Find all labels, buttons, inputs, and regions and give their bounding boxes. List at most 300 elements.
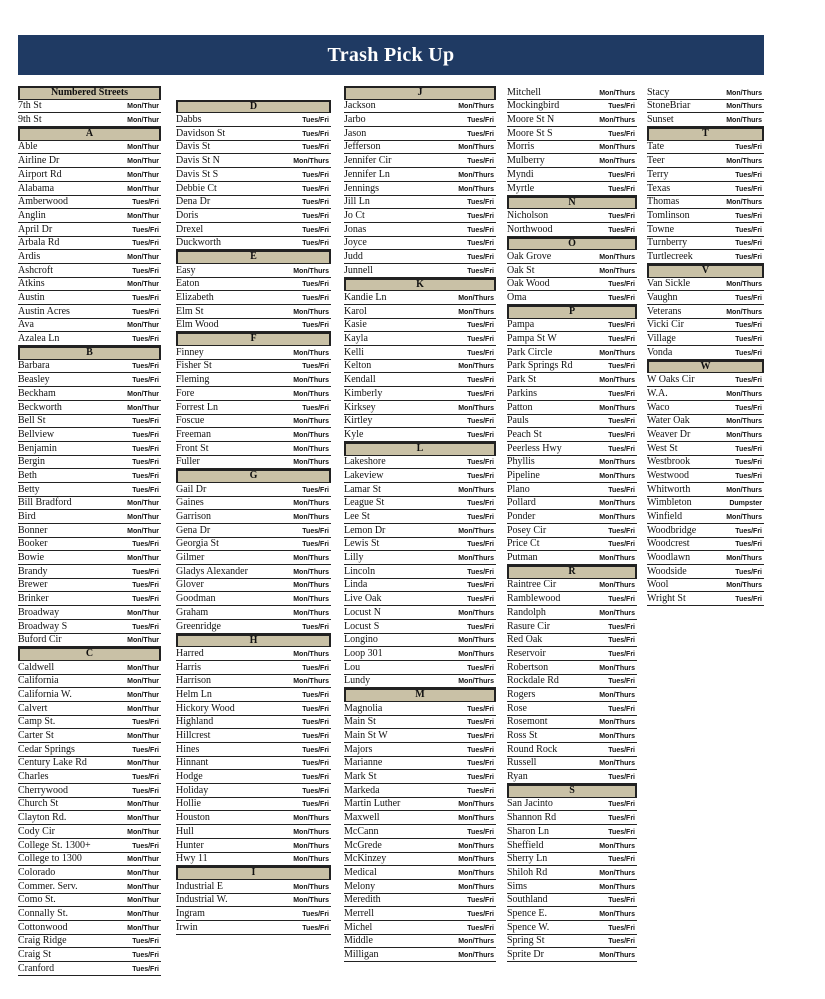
street-row [507, 168, 637, 182]
pickup-days: Mon/Thurs [726, 555, 762, 563]
section-header: A [18, 127, 161, 141]
street-name: Lamar St [344, 483, 381, 495]
pickup-days: Tues/Fri [735, 459, 762, 467]
pickup-days: Mon/Thurs [458, 171, 494, 179]
street-name: Jennifer Ln [344, 168, 390, 180]
pickup-days: Mon/Thurs [599, 582, 635, 590]
street-row [344, 415, 496, 429]
street-name: Medical [344, 866, 377, 878]
street-row [18, 497, 161, 511]
street-row [176, 606, 331, 620]
street-name: Davidson St [176, 127, 226, 139]
street-row [18, 387, 161, 401]
pickup-days: Tues/Fri [302, 171, 329, 179]
pickup-days: Tues/Fri [132, 267, 159, 275]
street-name: Lincoln [344, 565, 376, 577]
street-row [176, 880, 331, 894]
street-row [507, 332, 637, 346]
street-row [507, 154, 637, 168]
section-header: K [344, 278, 496, 292]
street-row [507, 620, 637, 634]
pickup-days: Mon/Thurs [458, 856, 494, 864]
street-row [344, 811, 496, 825]
street-name: Waco [647, 401, 670, 413]
street-row [18, 469, 161, 483]
street-name: Loop 301 [344, 647, 383, 659]
street-row [176, 319, 331, 333]
street-row [18, 510, 161, 524]
street-row [507, 675, 637, 689]
street-row [647, 182, 764, 196]
pickup-days: Tues/Fri [467, 390, 494, 398]
street-name: Westwood [647, 469, 689, 481]
street-name: Rockdale Rd [507, 675, 559, 687]
street-row [176, 647, 331, 661]
pickup-days: Mon/Thur [127, 637, 159, 645]
street-row [18, 182, 161, 196]
street-name: San Jacinto [507, 798, 553, 810]
pickup-days: Mon/Thur [127, 555, 159, 563]
street-row [176, 291, 331, 305]
street-row [18, 305, 161, 319]
street-name: Fore [176, 387, 195, 399]
street-name: Stacy [647, 86, 670, 98]
street-row [18, 483, 161, 497]
street-row [18, 442, 161, 456]
street-row [344, 907, 496, 921]
street-row [18, 675, 161, 689]
street-row [18, 332, 161, 346]
pickup-days: Dumpster [729, 500, 762, 508]
street-name: Junnell [344, 264, 373, 276]
street-row [176, 278, 331, 292]
street-name: Garrison [176, 511, 211, 522]
street-row [344, 510, 496, 524]
street-name: Texas [647, 182, 671, 194]
pickup-days: Mon/Thurs [599, 267, 635, 275]
street-row [647, 442, 764, 456]
street-row [176, 524, 331, 538]
pickup-days: Tues/Fri [735, 404, 762, 412]
section-header: H [176, 634, 331, 648]
street-name: Spence W. [507, 921, 550, 933]
street-name: Georgia St [176, 538, 219, 550]
street-name: Bellview [18, 428, 55, 440]
pickup-days: Tues/Fri [608, 130, 635, 138]
pickup-days: Mon/Thurs [293, 445, 329, 453]
street-name: Brandy [18, 565, 48, 577]
street-name: McGrede [344, 839, 382, 851]
street-name: College to 1300 [18, 853, 82, 865]
street-row [344, 894, 496, 908]
street-name: Beasley [18, 374, 50, 386]
street-row [176, 620, 331, 634]
street-name: McCann [344, 825, 379, 837]
street-name: Melony [344, 880, 376, 892]
pickup-days: Mon/Thur [127, 144, 159, 152]
street-row [344, 223, 496, 237]
street-row [507, 319, 637, 333]
street-name: Kasie [344, 319, 367, 331]
pickup-days: Tues/Fri [132, 240, 159, 248]
street-name: Gladys Alexander [176, 565, 248, 577]
street-row [507, 428, 637, 442]
pickup-days: Tues/Fri [735, 349, 762, 357]
pickup-days: Tues/Fri [467, 459, 494, 467]
street-row [176, 551, 331, 565]
street-name: Atkins [18, 278, 45, 290]
street-row [344, 853, 496, 867]
street-row [18, 729, 161, 743]
pickup-days: Tues/Fri [132, 199, 159, 207]
street-row [507, 880, 637, 894]
street-row [176, 921, 331, 935]
section-header: V [647, 264, 764, 278]
street-name: Nicholson [507, 209, 549, 221]
street-row [344, 196, 496, 210]
pickup-days: Mon/Thurs [458, 801, 494, 809]
street-row [344, 784, 496, 798]
pickup-days: Tues/Fri [302, 281, 329, 289]
street-row [344, 319, 496, 333]
street-name: Century Lake Rd [18, 757, 87, 769]
street-row [18, 415, 161, 429]
street-name: Fleming [176, 374, 210, 386]
pickup-days: Tues/Fri [608, 623, 635, 631]
street-row [176, 141, 331, 155]
street-row [18, 688, 161, 702]
pickup-days: Mon/Thurs [458, 363, 494, 371]
street-name: Bergin [18, 456, 46, 468]
pickup-days: Tues/Fri [467, 349, 494, 357]
pickup-days: Tues/Fri [735, 568, 762, 576]
street-name: Pipeline [507, 469, 540, 481]
street-name: Hinnant [176, 757, 209, 769]
street-name: Judd [344, 250, 363, 262]
street-name: Mulberry [507, 155, 545, 167]
street-name: Ross St [507, 730, 538, 741]
pickup-days: Mon/Thur [127, 281, 159, 289]
pickup-days: Tues/Fri [132, 363, 159, 371]
street-row [18, 921, 161, 935]
street-row [176, 182, 331, 196]
street-name: Austin [18, 292, 45, 303]
street-name: Graham [176, 606, 209, 618]
pickup-days: Tues/Fri [735, 295, 762, 302]
street-row [176, 592, 331, 606]
street-name: Betty [18, 483, 40, 495]
street-name: Majors [344, 743, 373, 755]
pickup-days: Mon/Thurs [726, 431, 762, 439]
street-name: Broadway S [18, 620, 68, 632]
pickup-days: Tues/Fri [608, 774, 635, 782]
street-row [18, 319, 161, 333]
street-row [18, 716, 161, 730]
street-row [507, 264, 637, 278]
street-row [18, 565, 161, 579]
street-row [18, 661, 161, 675]
street-name: Turtlecreek [647, 250, 693, 262]
street-name: Magnolia [344, 702, 383, 714]
pickup-days: Tues/Fri [735, 596, 762, 604]
street-row [18, 196, 161, 210]
street-name: Reservoir [507, 647, 546, 659]
street-row [647, 401, 764, 415]
pickup-days: Mon/Thurs [599, 719, 635, 727]
street-row [507, 647, 637, 661]
column-1 [18, 86, 161, 976]
pickup-days: Tues/Fri [608, 418, 635, 426]
pickup-days: Tues/Fri [302, 910, 329, 918]
pickup-days: Mon/Thur [127, 856, 159, 864]
street-row [18, 962, 161, 976]
street-name: Easy [176, 264, 196, 276]
pickup-days: Mon/Thurs [599, 404, 635, 412]
street-row [18, 866, 161, 880]
street-name: Water Oak [647, 415, 690, 427]
street-name: Hodge [176, 771, 203, 783]
street-row [344, 880, 496, 894]
street-name: Putman [507, 552, 538, 564]
street-name: Debbie Ct [176, 182, 217, 194]
street-row [18, 113, 161, 127]
street-name: Beckworth [18, 401, 62, 413]
street-name: Longino [344, 634, 378, 646]
pickup-days: Tues/Fri [302, 760, 329, 768]
pickup-days: Tues/Fri [467, 760, 494, 768]
street-row [344, 538, 496, 552]
street-name: Calvert [18, 702, 48, 714]
pickup-days: Mon/Thurs [458, 103, 494, 111]
pickup-days: Tues/Fri [302, 801, 329, 809]
street-name: Rasure Cir [507, 620, 551, 632]
street-name: Oak Wood [507, 278, 550, 290]
column-3 [344, 86, 496, 962]
street-row [18, 620, 161, 634]
street-row [647, 113, 764, 127]
pickup-days: Tues/Fri [735, 185, 762, 193]
street-row [176, 346, 331, 360]
street-row [647, 524, 764, 538]
street-name: Doris [176, 209, 199, 221]
street-name: Goodman [176, 593, 216, 605]
pickup-days: Tues/Fri [467, 910, 494, 918]
street-name: Kirtley [344, 415, 373, 427]
street-name: Jennifer Cir [344, 155, 392, 167]
street-row [18, 428, 161, 442]
pickup-days: Tues/Fri [132, 623, 159, 631]
pickup-days: Mon/Thurs [458, 869, 494, 877]
pickup-days: Tues/Fri [467, 623, 494, 631]
pickup-days: Mon/Thurs [599, 609, 635, 617]
pickup-days: Tues/Fri [735, 336, 762, 344]
street-row [344, 168, 496, 182]
street-name: Harrison [176, 675, 211, 687]
street-row [344, 757, 496, 771]
pickup-days: Tues/Fri [302, 240, 329, 248]
street-row [507, 250, 637, 264]
street-row [507, 278, 637, 292]
street-name: Gail Dr [176, 483, 207, 495]
street-row [18, 784, 161, 798]
street-name: League St [344, 497, 385, 509]
street-name: Lewis St [344, 538, 380, 550]
pickup-days: Mon/Thurs [599, 842, 635, 850]
pickup-days: Mon/Thurs [293, 582, 329, 590]
pickup-days: Tues/Fri [608, 746, 635, 754]
street-row [647, 565, 764, 579]
street-name: Merrell [344, 907, 374, 919]
street-row [18, 456, 161, 470]
section-header: F [176, 332, 331, 346]
street-name: StoneBriar [647, 100, 691, 112]
street-row [647, 250, 764, 264]
street-row [647, 86, 764, 100]
pickup-days: Mon/Thurs [726, 158, 762, 166]
street-name: College St. 1300+ [18, 839, 91, 851]
street-name: Mockingbird [507, 100, 560, 112]
street-row [507, 853, 637, 867]
street-row [176, 360, 331, 374]
street-name: Freeman [176, 428, 211, 440]
street-row [647, 196, 764, 210]
pickup-days: Tues/Fri [132, 295, 159, 302]
street-name: Ryan [507, 771, 528, 783]
pickup-days: Tues/Fri [467, 253, 494, 261]
pickup-days: Tues/Fri [302, 924, 329, 932]
street-name: Raintree Cir [507, 579, 557, 591]
street-name: Sprite Dr [507, 949, 544, 960]
pickup-days: Mon/Thurs [293, 678, 329, 686]
street-row [647, 209, 764, 223]
street-name: Russell [507, 757, 537, 769]
street-row [18, 360, 161, 374]
street-row [647, 278, 764, 292]
pickup-days: Tues/Fri [608, 103, 635, 111]
street-row [647, 291, 764, 305]
street-row [647, 154, 764, 168]
street-name: Oak Grove [507, 250, 552, 262]
pickup-days: Tues/Fri [608, 705, 635, 713]
street-row [344, 798, 496, 812]
street-name: Kandie Ln [344, 292, 387, 303]
street-name: Main St [344, 716, 376, 728]
street-name: Bell St [18, 415, 46, 427]
street-row [647, 551, 764, 565]
pickup-days: Mon/Thur [127, 897, 159, 905]
street-row [344, 579, 496, 593]
street-name: Hickory Wood [176, 702, 235, 714]
street-name: Peerless Hwy [507, 442, 562, 454]
pickup-days: Mon/Thurs [458, 650, 494, 658]
pickup-days: Tues/Fri [608, 650, 635, 658]
pickup-days: Tues/Fri [302, 746, 329, 754]
street-name: Jo Ct [344, 209, 365, 221]
street-name: Joyce [344, 237, 367, 249]
pickup-days: Tues/Fri [467, 514, 494, 521]
street-name: Oma [507, 292, 527, 303]
street-name: Meredith [344, 894, 381, 906]
street-name: Rogers [507, 688, 536, 700]
street-row [176, 907, 331, 921]
pickup-days: Tues/Fri [467, 924, 494, 932]
street-row [176, 579, 331, 593]
pickup-days: Mon/Thurs [458, 404, 494, 412]
pickup-days: Tues/Fri [132, 472, 159, 480]
street-row [344, 524, 496, 538]
street-name: Teer [647, 155, 665, 167]
street-name: Bowie [18, 552, 45, 564]
street-row [507, 811, 637, 825]
street-row [18, 894, 161, 908]
street-name: Pollard [507, 497, 536, 509]
pickup-days: Tues/Fri [132, 568, 159, 576]
street-name: Amberwood [18, 196, 68, 208]
pickup-days: Tues/Fri [132, 226, 159, 234]
pickup-days: Tues/Fri [302, 705, 329, 713]
pickup-days: Mon/Thurs [458, 938, 494, 946]
street-name: Kayla [344, 333, 368, 345]
street-name: Azalea Ln [18, 333, 60, 345]
street-name: Shiloh Rd [507, 866, 548, 878]
street-row [176, 894, 331, 908]
street-row [647, 415, 764, 429]
street-name: West St [647, 442, 678, 454]
pickup-days: Tues/Fri [302, 774, 329, 782]
street-name: W Oaks Cir [647, 374, 695, 386]
street-name: Davis St N [176, 155, 220, 167]
pickup-days: Mon/Thurs [293, 267, 329, 275]
street-row [344, 606, 496, 620]
street-row [176, 661, 331, 675]
street-row [344, 948, 496, 962]
street-row [18, 811, 161, 825]
street-name: Glover [176, 579, 204, 591]
street-name: Ardis [18, 250, 41, 262]
pickup-days: Mon/Thur [127, 185, 159, 193]
pickup-days: Tues/Fri [302, 527, 329, 535]
pickup-days: Mon/Thurs [458, 144, 494, 152]
street-row [18, 579, 161, 593]
street-name: Hull [176, 825, 194, 837]
street-row [344, 935, 496, 949]
street-row [344, 825, 496, 839]
pickup-days: Tues/Fri [467, 568, 494, 576]
street-name: 9th St [18, 114, 42, 126]
street-row [647, 592, 764, 606]
pickup-days: Tues/Fri [735, 527, 762, 535]
pickup-days: Mon/Thurs [726, 390, 762, 398]
street-name: Oak St [507, 264, 535, 276]
street-name: Camp St. [18, 716, 56, 728]
street-name: Charles [18, 771, 49, 783]
pickup-days: Tues/Fri [467, 582, 494, 590]
street-name: Whitworth [647, 483, 691, 495]
pickup-days: Tues/Fri [467, 158, 494, 166]
pickup-days: Tues/Fri [132, 774, 159, 782]
pickup-days: Tues/Fri [608, 637, 635, 645]
pickup-days: Tues/Fri [735, 171, 762, 179]
street-row [647, 319, 764, 333]
street-name: Parkins [507, 387, 537, 399]
pickup-days: Tues/Fri [467, 267, 494, 275]
pickup-days: Mon/Thurs [458, 527, 494, 535]
street-name: Craig Ridge [18, 935, 67, 947]
street-row [18, 100, 161, 114]
pickup-days: Mon/Thurs [458, 486, 494, 494]
street-row [176, 770, 331, 784]
street-row [176, 483, 331, 497]
